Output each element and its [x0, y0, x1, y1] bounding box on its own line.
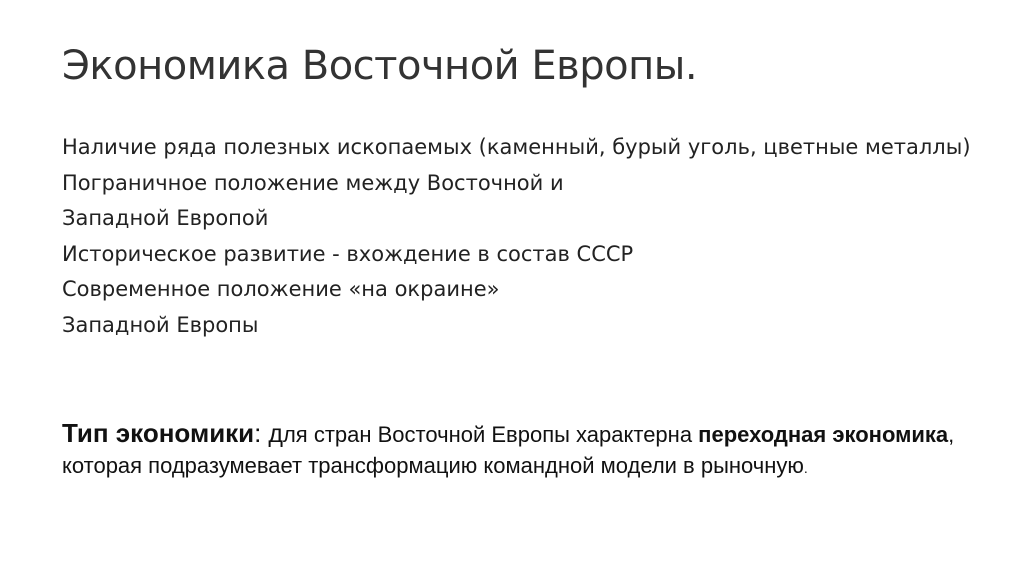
economy-text-part-1: ля стран Восточной Европы характерна: [282, 422, 699, 447]
key-point-minerals: Наличие ряда полезных ископаемых (каменный, бурый уголь, цветные металлы): [62, 135, 971, 159]
economy-type-paragraph: [62, 418, 982, 484]
key-point-history: Историческое развитие - вхождение в состав СССР: [62, 241, 634, 266]
economy-type-colon: :: [254, 418, 262, 448]
economy-first-letter: д: [261, 420, 283, 448]
key-point-border-position: Пограничное положение между Восточной и: [62, 170, 564, 195]
economy-type-label: Тип экономики: [62, 418, 255, 448]
key-point-modern-position: Современное положение «на окраине»: [62, 277, 500, 301]
slide-title: Экономика Восточной Европы.: [62, 43, 698, 89]
key-point-modern-position-cont: Западной Европы: [62, 312, 259, 337]
economy-text-part-2: , которая подразумевает трансформацию командной модели в рыночную: [62, 422, 955, 478]
key-point-border-position-cont: Западной Европой: [62, 206, 269, 230]
economy-bold-term: переходная экономика: [698, 422, 949, 447]
key-points-list: [62, 130, 992, 343]
economy-period: .: [803, 460, 808, 476]
